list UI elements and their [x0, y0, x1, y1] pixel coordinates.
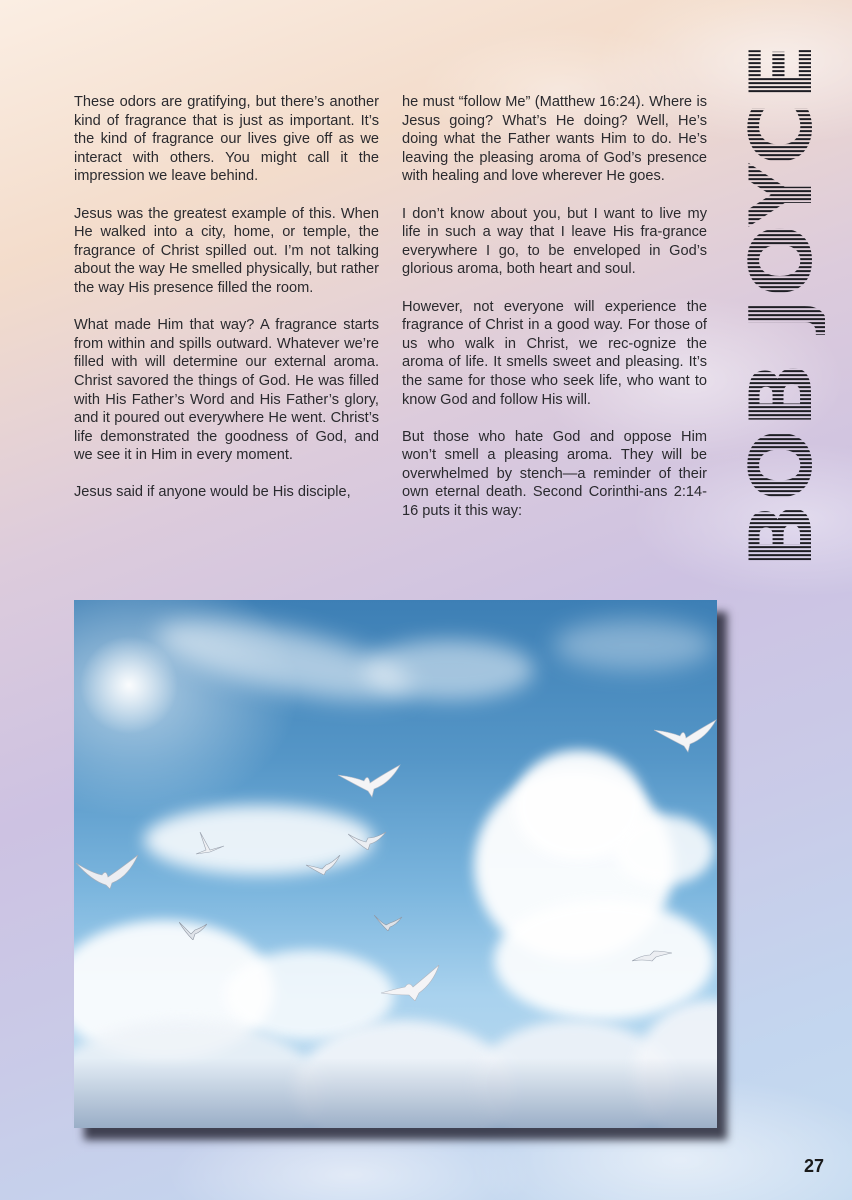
dove-icon — [374, 915, 404, 931]
sky-photo-frame — [74, 600, 717, 1128]
paragraph: I don’t know about you, but I want to live my life in such a way that I leave His fra-grance everywhere I go, to be enveloped in God’s glorious aroma, both heart and soul. — [402, 205, 707, 278]
paragraph: Jesus said if anyone would be His disciple, — [74, 484, 351, 501]
dove-icon — [179, 922, 207, 940]
dove-icon — [348, 830, 388, 850]
dove-icon — [336, 763, 404, 799]
author-name: BOB JOYCE — [732, 41, 833, 568]
dove-icon — [379, 965, 441, 1001]
paragraph: However, not everyone will experience the fragrance of Christ in a good way. For those of us who walk in Christ, we rec-ognize the aroma of life. It smells sweet and pleasing. It’s the same for those who seek life, who want to know God and follow His will. — [402, 298, 707, 408]
paragraph: These odors are gratifying, but there’s another kind of fragrance that is just as important. It’s the kind of fragrance our lives give off as we interact with others. You might call it the impression we leave behind. — [74, 94, 379, 185]
page-number: 27 — [804, 1156, 825, 1176]
dove-icon — [632, 945, 672, 963]
dove-icon — [306, 855, 342, 875]
paragraph: But those who hate God and oppose Him won’t smell a pleasing aroma. They will be overwhelmed by stench—a reminder of their own eternal death. Second Corinthi-ans 2:14-16 puts it this way: — [402, 428, 707, 520]
article-column-left — [74, 93, 379, 521]
paragraph: Jesus was the greatest example of this. When He walked into a city, home, or temple, the fragrance of Christ spilled out. I’m not talking about the way He smelled physically, but rather the way His presence filled the room. — [74, 205, 379, 296]
article-column-right — [402, 93, 707, 539]
dove-icon — [194, 832, 228, 858]
dove-icon — [74, 855, 142, 891]
paragraph: What made Him that way? A fragrance starts from within and spills outward. Whatever we’re filled with will determine our external aroma. Christ savored the things of God. He was filled with His Father’s Word and His Father’s glory, and it poured out everywhere He went. Christ’s life demonstrated the goodness of God, and we see it in Him in every moment. — [74, 317, 379, 464]
author-name-vertical — [732, 41, 833, 568]
dove-icon — [652, 718, 717, 754]
sky-doves-photo — [74, 600, 717, 1128]
paragraph: he must “follow Me” (Matthew 16:24). Where is Jesus going? What’s He doing? Well, He’s doing what the Father wants Him to do. He’s leaving the pleasing aroma of God’s presence with healing and love wherever He goes. — [402, 94, 707, 185]
